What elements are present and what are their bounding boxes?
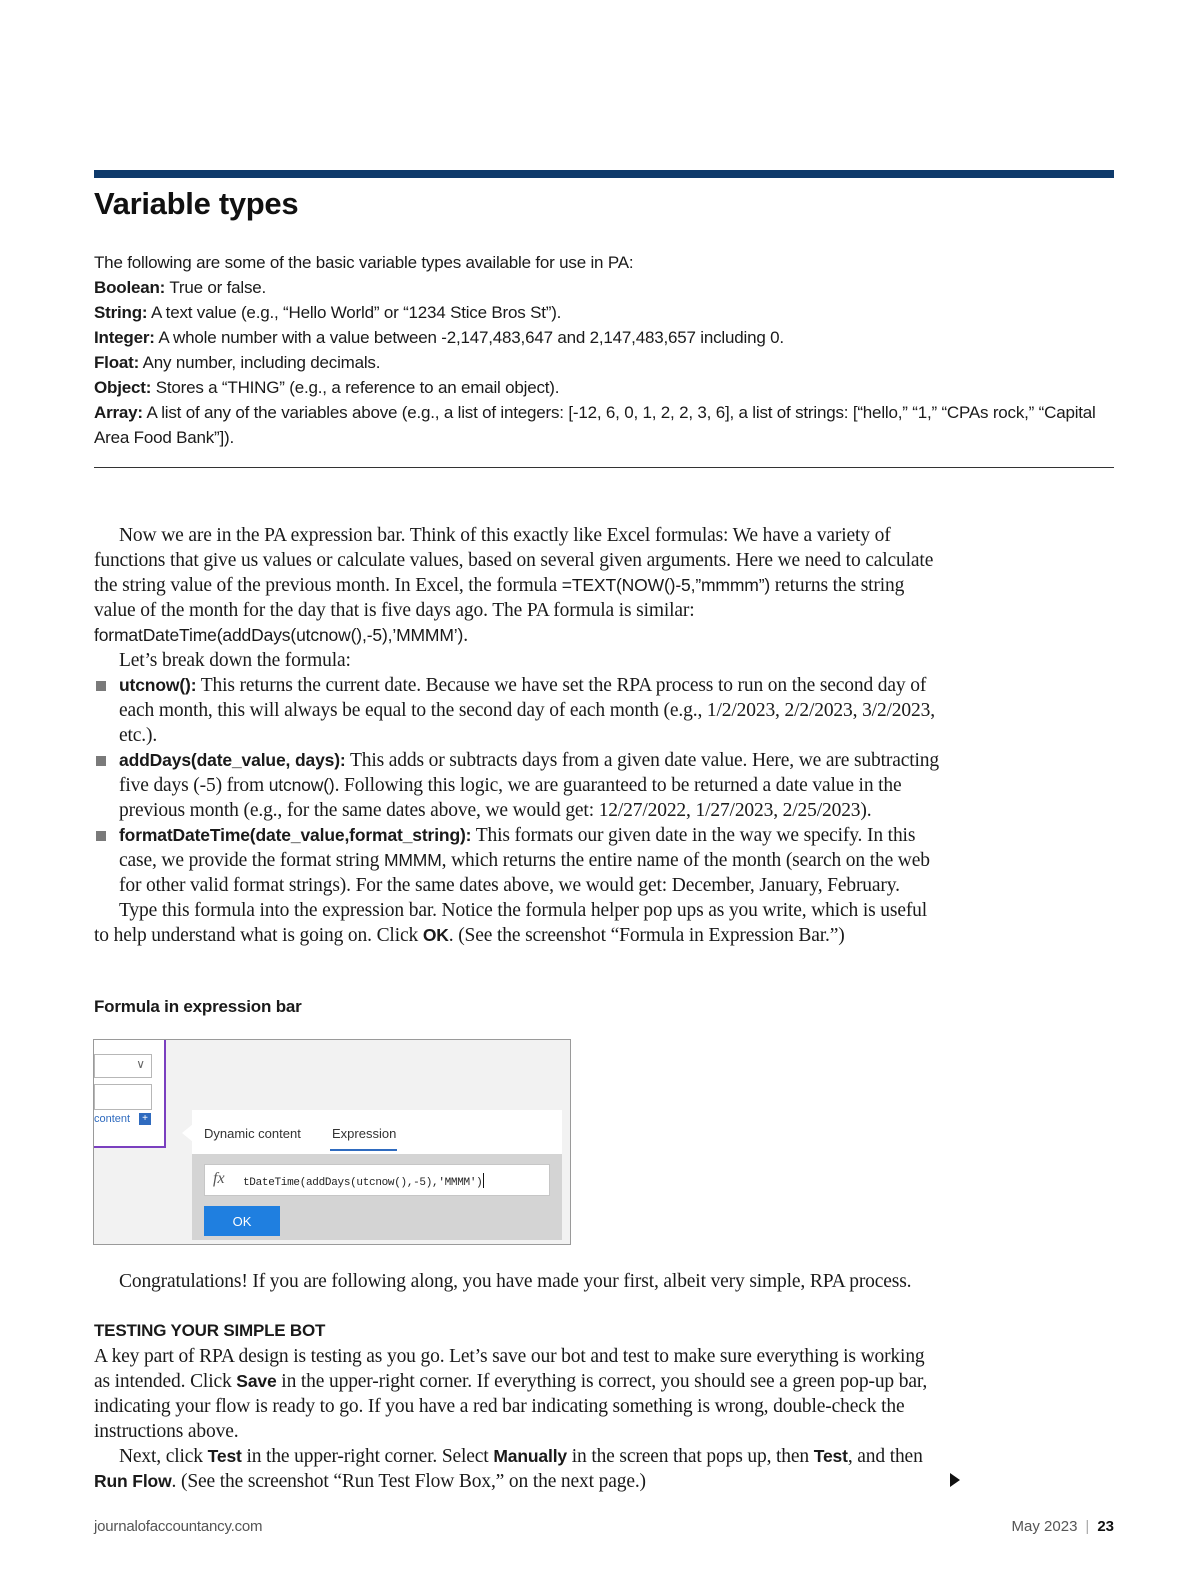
test-keyword: Test — [813, 1446, 848, 1466]
footer-issue — [1012, 1518, 1114, 1535]
add-content-icon[interactable]: + — [139, 1113, 151, 1125]
continue-arrow-icon — [950, 1473, 960, 1487]
bullet-text: This adds or subtracts days from a given date value. Here, we are subtracting five days (-5) from — [119, 750, 939, 796]
paragraph-text: Type this formula into the expression bar. Notice the formula helper pop ups as you write, which is useful to help understand what is going on. Click — [94, 900, 928, 946]
figure-title: Formula in expression bar — [94, 997, 302, 1016]
tab-expression[interactable]: Expression — [332, 1126, 397, 1141]
expression-value — [243, 1173, 484, 1189]
run-flow-keyword: Run Flow — [94, 1471, 172, 1491]
inline-code: =TEXT(NOW()-5,”mmmm”) — [561, 575, 771, 595]
fx-icon: fx — [213, 1170, 225, 1187]
bullet-keyword: formatDateTime(date_value,format_string): — [119, 825, 472, 845]
dropdown-field[interactable] — [94, 1054, 152, 1078]
bullet-item — [94, 673, 939, 748]
variable-type-desc: A text value (e.g., “Hello World” or “1234 Stice Bros St”). — [147, 303, 562, 322]
footer-site: journalofaccountancy.com — [94, 1518, 263, 1535]
save-keyword: Save — [236, 1371, 277, 1391]
bullet-text: This returns the current date. Because we have set the RPA process to run on the second day of each month, this will always be equal to the second day of each month (e.g., 1/2/2023, 2/2/2023, 3/2/2023, etc.). — [119, 675, 935, 746]
ok-keyword: OK — [422, 925, 449, 945]
expression-bar-screenshot — [93, 1039, 571, 1245]
variable-type-desc: A list of any of the variables above (e.g., a list of integers: [-12, 6, 0, 1, 2, 2, 3, 6], a list of strings: [“hello,” “1,” “CPAs rock,” “Capital Area Food Bank”]). — [94, 403, 1096, 447]
variable-type-item — [94, 375, 1114, 400]
paragraph — [94, 1344, 939, 1444]
expression-input[interactable] — [204, 1164, 550, 1196]
paragraph — [94, 898, 939, 948]
variable-type-term: Float: — [94, 353, 140, 372]
variable-type-item — [94, 350, 1114, 375]
paragraph-text: in the upper-right corner. If everything is correct, you should see a green pop-up bar, indicating your flow is ready to go. If you have a red bar indicating something is wrong, double-check the instructions above. — [94, 1371, 928, 1442]
bullet-text: . Following this logic, we are guaranteed to be returned a date value in the previous month (e.g., for the same dates above, we would get: 12/27/2022, 1/27/2023, 2/25/2023). — [119, 775, 902, 821]
paragraph-text: A key part of RPA design is testing as you go. Let’s save our bot and test to make sure everything is working as intended. Click — [94, 1346, 925, 1392]
inline-code: formatDateTime(addDays(utcnow(),-5),’MMMM’) — [94, 625, 464, 645]
bullet-square-icon — [96, 831, 106, 841]
inline-code: utcnow() — [268, 775, 335, 795]
paragraph — [94, 523, 939, 648]
section-top-rule — [94, 170, 1114, 178]
variable-type-item — [94, 300, 1114, 325]
variable-type-term: Array: — [94, 403, 143, 422]
footer-separator: | — [1085, 1518, 1090, 1535]
manually-keyword: Manually — [493, 1446, 567, 1466]
paragraph: Let’s break down the formula: — [119, 650, 351, 671]
testing-body — [94, 1344, 939, 1494]
paragraph-text: in the screen that pops up, then — [567, 1446, 814, 1467]
panel-tabs — [192, 1110, 562, 1154]
ok-button[interactable]: OK — [204, 1206, 280, 1236]
variable-type-term: Boolean: — [94, 278, 166, 297]
variable-type-desc: A whole number with a value between -2,147,483,647 and 2,147,483,657 including 0. — [154, 328, 784, 347]
section-bottom-rule — [94, 467, 1114, 468]
section-title: Variable types — [94, 186, 299, 221]
testing-heading: TESTING YOUR SIMPLE BOT — [94, 1321, 326, 1340]
footer-date: May 2023 — [1011, 1518, 1078, 1535]
variable-type-term: Integer: — [94, 328, 155, 347]
variable-type-term: String: — [94, 303, 148, 322]
paragraph-text: . (See the screenshot “Run Test Flow Box,” on the next page.) — [171, 1471, 646, 1492]
chevron-down-icon: ∨ — [136, 1057, 145, 1071]
paragraph-text: , and then — [847, 1446, 923, 1467]
variable-type-term: Object: — [94, 378, 152, 397]
variable-type-desc: Any number, including decimals. — [139, 353, 381, 372]
inline-code: MMMM — [383, 850, 442, 870]
paragraph: Congratulations! If you are following along, you have made your first, albeit very simple, RPA process. — [119, 1271, 912, 1292]
tab-active-indicator — [330, 1149, 397, 1151]
variable-type-desc: True or false. — [165, 278, 267, 297]
paragraph-text: Next, click — [119, 1446, 208, 1467]
variable-types-list — [94, 250, 1114, 450]
variable-type-item — [94, 275, 1114, 300]
bullet-keyword: utcnow(): — [119, 675, 197, 695]
bullet-text: , which returns the entire name of the month (search on the web for other valid format strings). For the same dates above, we would get: December, January, February. — [119, 850, 930, 896]
paragraph — [94, 1444, 939, 1494]
paragraph-text: returns the string value of the month for the day that is five days ago. The PA formula is similar: — [94, 575, 905, 621]
article-body-continued — [94, 1269, 939, 1294]
paragraph-text: . — [463, 625, 468, 646]
bullet-square-icon — [96, 681, 106, 691]
bullet-item — [94, 748, 939, 823]
dynamic-content-link[interactable]: content — [94, 1113, 131, 1125]
text-cursor — [483, 1173, 484, 1188]
text-field[interactable] — [94, 1084, 152, 1110]
paragraph-text: Now we are in the PA expression bar. Think of this exactly like Excel formulas: We have a variety of functions that give us values or calculate values, based on several given arguments. Here we need to calculate the string value of the previous month. In Excel, the formula — [94, 525, 934, 596]
variable-type-item — [94, 400, 1114, 450]
bullet-text: This formats our given date in the way we specify. In this case, we provide the format string — [119, 825, 916, 871]
page-number: 23 — [1097, 1518, 1114, 1535]
expression-text: tDateTime(addDays(utcnow(),-5),'MMMM') — [243, 1177, 483, 1189]
test-keyword: Test — [207, 1446, 242, 1466]
bullet-item — [94, 823, 939, 898]
paragraph-text: in the upper-right corner. Select — [241, 1446, 494, 1467]
article-body — [94, 523, 939, 948]
tab-dynamic-content[interactable]: Dynamic content — [204, 1126, 301, 1141]
variable-type-desc: Stores a “THING” (e.g., a reference to an email object). — [151, 378, 560, 397]
paragraph-text: . (See the screenshot “Formula in Expression Bar.”) — [448, 925, 845, 946]
variable-type-item — [94, 325, 1114, 350]
bullet-square-icon — [96, 756, 106, 766]
variable-types-intro: The following are some of the basic variable types available for use in PA: — [94, 253, 634, 272]
bullet-keyword: addDays(date_value, days): — [119, 750, 346, 770]
